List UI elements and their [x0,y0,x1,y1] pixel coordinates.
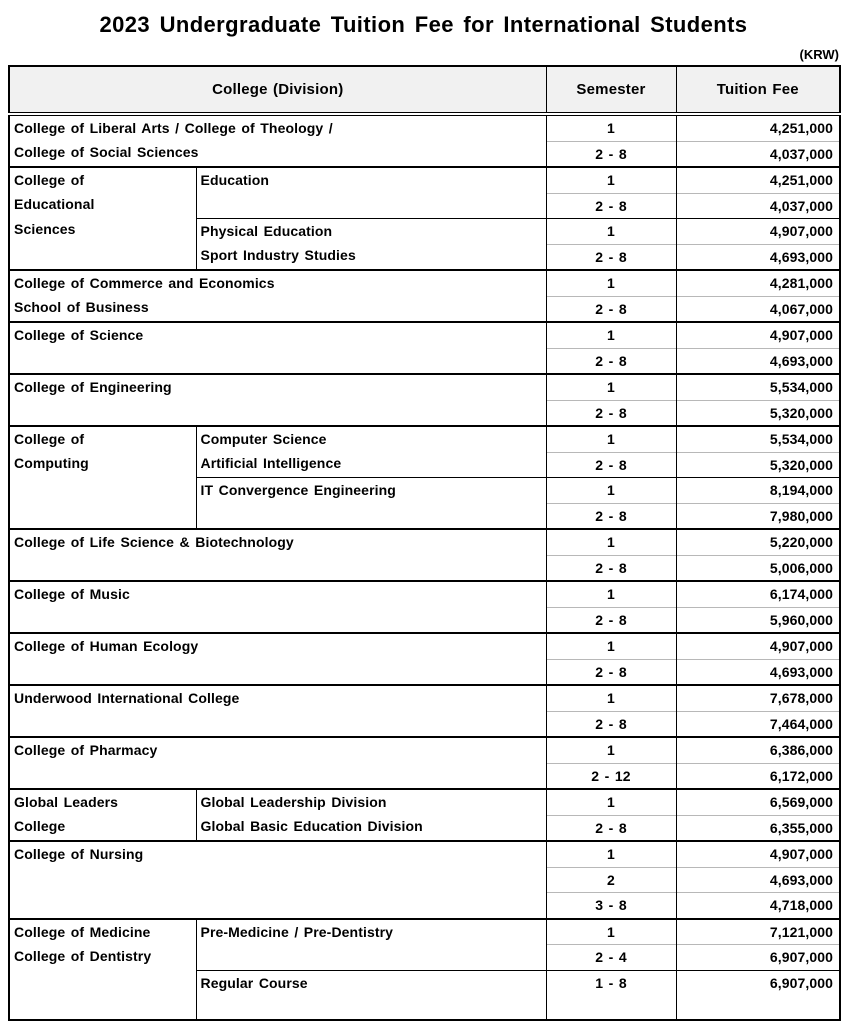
college-cell: College of Medicine College of Dentistry [9,919,196,1020]
college-cell: College of Liberal Arts / College of Theology / College of Social Sciences [9,114,546,167]
semester-cell: 1 [546,114,676,141]
semester-cell: 1 [546,478,676,504]
semester-cell: 2 - 8 [546,296,676,322]
semester-cell: 1 [546,322,676,348]
table-row [9,633,840,659]
fee-cell: 6,355,000 [676,815,840,841]
fee-cell: 4,907,000 [676,219,840,245]
semester-cell: 1 [546,426,676,452]
fee-cell: 6,172,000 [676,763,840,789]
table-row [9,841,840,867]
fee-cell: 4,693,000 [676,659,840,685]
table-header-row [9,66,840,114]
table-row [9,737,840,763]
semester-cell: 1 [546,374,676,400]
table-row [9,270,840,296]
semester-cell: 1 [546,841,676,867]
fee-cell: 4,251,000 [676,114,840,141]
fee-cell: 4,037,000 [676,193,840,219]
semester-cell: 2 - 8 [546,193,676,219]
semester-cell: 1 [546,919,676,945]
semester-cell: 2 - 8 [546,711,676,737]
table-row [9,167,840,193]
college-cell: College of Pharmacy [9,737,546,789]
fee-cell: 7,121,000 [676,919,840,945]
page-title: 2023 Undergraduate Tuition Fee for International Students [99,12,748,37]
fee-cell: 7,678,000 [676,685,840,711]
semester-cell: 2 - 8 [546,815,676,841]
table-header-semester: Semester [546,66,676,114]
college-cell: College of Computing [9,426,196,529]
college-cell: College of Human Ecology [9,633,546,685]
table-row [9,426,840,452]
fee-cell: 8,194,000 [676,478,840,504]
semester-cell: 1 [546,633,676,659]
semester-cell: 1 - 8 [546,970,676,1020]
division-cell: Pre-Medicine / Pre-Dentistry [196,919,546,971]
semester-cell: 1 [546,167,676,193]
page [8,12,839,1021]
fee-cell: 7,464,000 [676,711,840,737]
division-cell: Computer Science Artificial Intelligence [196,426,546,478]
college-cell: College of Engineering [9,374,546,426]
fee-cell: 4,281,000 [676,270,840,296]
semester-cell: 1 [546,581,676,607]
semester-cell: 2 - 8 [546,555,676,581]
fee-cell: 6,386,000 [676,737,840,763]
fee-cell: 5,220,000 [676,529,840,555]
semester-cell: 2 - 8 [546,607,676,633]
fee-cell: 5,006,000 [676,555,840,581]
semester-cell: 2 - 8 [546,244,676,270]
table-header-college: College (Division) [9,66,546,114]
table-row [9,529,840,555]
semester-cell: 2 - 8 [546,400,676,426]
division-cell: Physical Education Sport Industry Studies [196,219,546,271]
semester-cell: 1 [546,270,676,296]
table-row [9,114,840,141]
division-cell: Education [196,167,546,219]
semester-cell: 1 [546,219,676,245]
semester-cell: 2 - 8 [546,141,676,167]
fee-cell: 5,534,000 [676,426,840,452]
table-row [9,685,840,711]
college-cell: College of Science [9,322,546,374]
fee-cell: 4,907,000 [676,322,840,348]
fee-cell: 7,980,000 [676,503,840,529]
table-row [9,581,840,607]
fee-cell: 5,320,000 [676,452,840,478]
table-row [9,919,840,945]
college-cell: Global Leaders College [9,789,196,841]
semester-cell: 1 [546,529,676,555]
semester-cell: 2 - 12 [546,763,676,789]
semester-cell: 2 - 8 [546,503,676,529]
table-row [9,789,840,815]
semester-cell: 2 [546,867,676,893]
fee-cell: 4,907,000 [676,841,840,867]
fee-cell: 4,907,000 [676,633,840,659]
semester-cell: 2 - 8 [546,452,676,478]
fee-cell: 4,067,000 [676,296,840,322]
table-row [9,322,840,348]
tuition-table [8,65,841,1021]
table-header-fee: Tuition Fee [676,66,840,114]
semester-cell: 1 [546,685,676,711]
fee-cell: 4,718,000 [676,893,840,919]
fee-cell: 6,174,000 [676,581,840,607]
college-cell: College of Nursing [9,841,546,919]
semester-cell: 2 - 8 [546,348,676,374]
fee-cell: 4,693,000 [676,244,840,270]
fee-cell: 5,320,000 [676,400,840,426]
division-cell: Regular Course [196,970,546,1020]
semester-cell: 2 - 8 [546,659,676,685]
fee-cell: 4,693,000 [676,348,840,374]
fee-cell: 4,693,000 [676,867,840,893]
fee-cell: 5,960,000 [676,607,840,633]
college-cell: College of Life Science & Biotechnology [9,529,546,581]
table-row [9,374,840,400]
college-cell: College of Commerce and Economics School of Business [9,270,546,322]
semester-cell: 1 [546,789,676,815]
college-cell: Underwood International College [9,685,546,737]
fee-cell: 6,907,000 [676,945,840,971]
currency-note: (KRW) [799,47,839,62]
fee-cell: 5,534,000 [676,374,840,400]
division-cell: IT Convergence Engineering [196,478,546,530]
semester-cell: 1 [546,737,676,763]
fee-cell: 4,037,000 [676,141,840,167]
semester-cell: 2 - 4 [546,945,676,971]
semester-cell: 3 - 8 [546,893,676,919]
fee-cell: 4,251,000 [676,167,840,193]
college-cell: College of Educational Sciences [9,167,196,270]
college-cell: College of Music [9,581,546,633]
division-cell: Global Leadership Division Global Basic Education Division [196,789,546,841]
fee-cell: 6,569,000 [676,789,840,815]
fee-cell: 6,907,000 [676,970,840,1020]
